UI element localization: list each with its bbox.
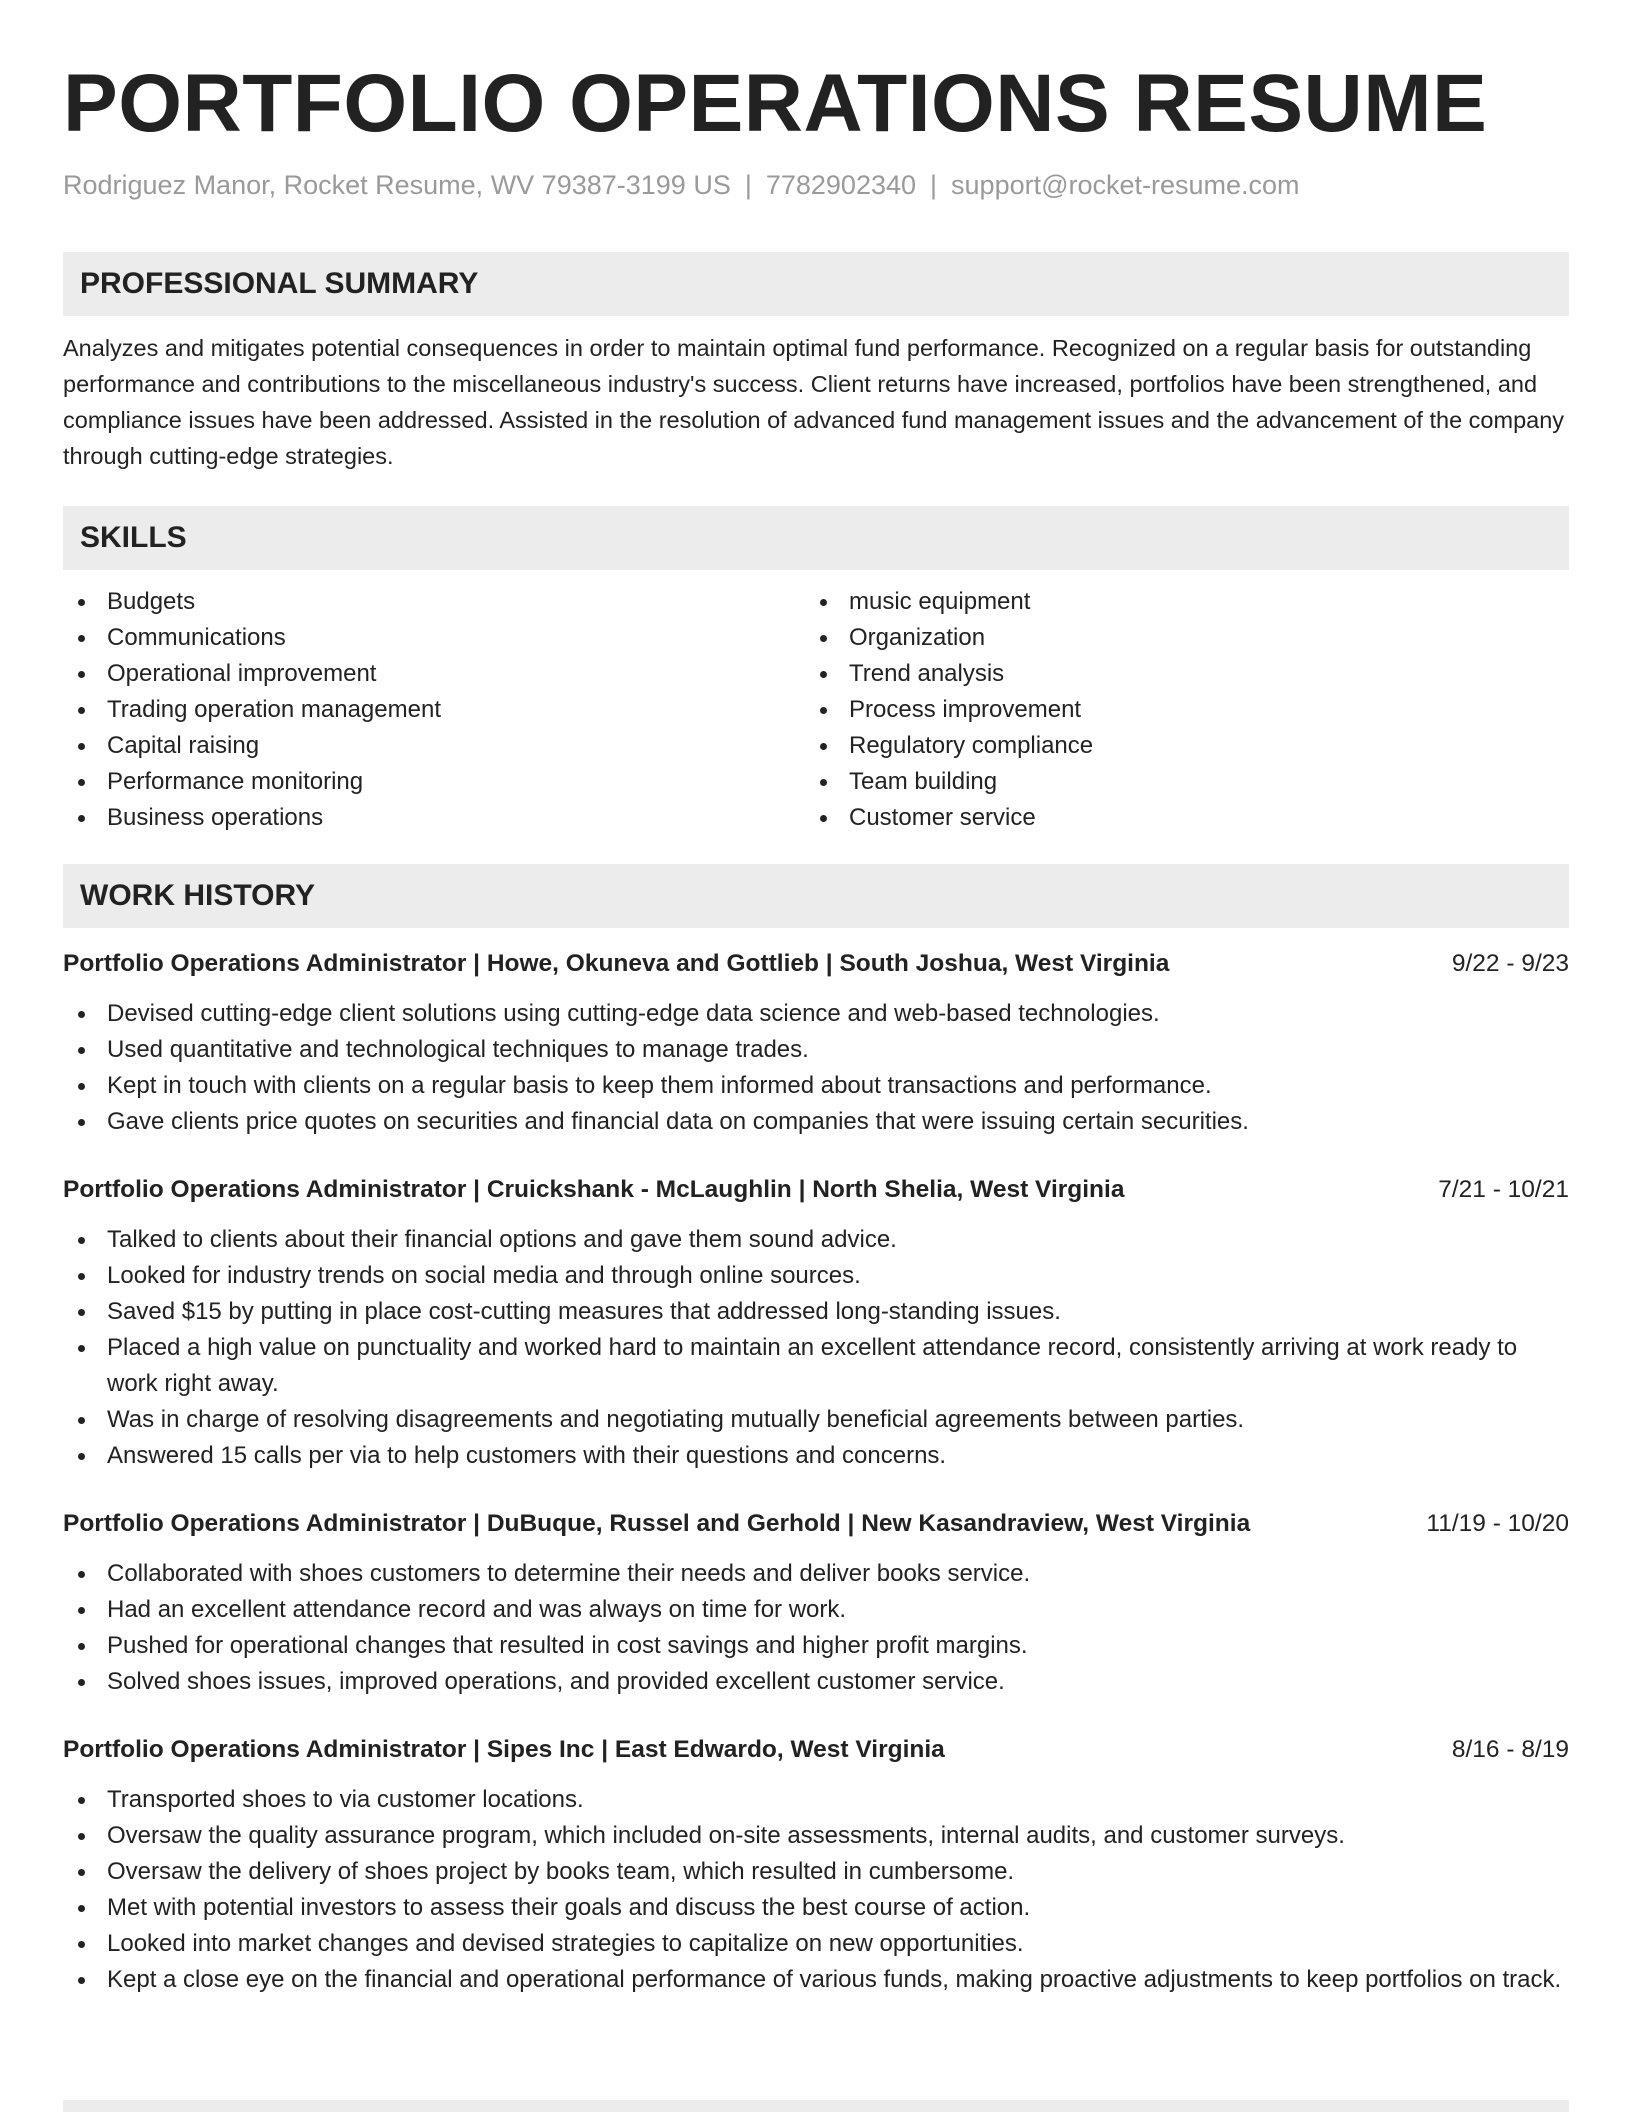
skill-item bbox=[805, 620, 1547, 656]
duty-text: Oversaw the quality assurance program, which included on-site assessments, internal audits, and customer surveys. bbox=[107, 1822, 1345, 1849]
duty-item bbox=[63, 1890, 1569, 1926]
bullet-icon bbox=[78, 1869, 85, 1876]
duty-item bbox=[63, 996, 1569, 1032]
bullet-icon bbox=[78, 1083, 85, 1090]
contact-separator: | bbox=[744, 170, 752, 200]
bullet-icon bbox=[78, 1643, 85, 1650]
duty-item bbox=[63, 1068, 1569, 1104]
duty-text: Met with potential investors to assess their goals and discuss the best course of action. bbox=[107, 1894, 1031, 1921]
skill-item bbox=[805, 656, 1547, 692]
bullet-icon bbox=[78, 779, 85, 786]
bullet-icon bbox=[78, 1607, 85, 1614]
bullet-icon bbox=[78, 1797, 85, 1804]
duty-item bbox=[63, 1782, 1569, 1818]
skill-item bbox=[63, 728, 805, 764]
skill-item bbox=[805, 800, 1547, 836]
skill-item bbox=[63, 764, 805, 800]
duty-item bbox=[63, 1032, 1569, 1068]
contact-phone: 7782902340 bbox=[765, 170, 917, 200]
duty-text: Gave clients price quotes on securities and financial data on companies that were issuing certain securities. bbox=[107, 1108, 1249, 1135]
duty-text: Transported shoes to via customer locations. bbox=[107, 1786, 584, 1813]
bullet-icon bbox=[78, 1941, 85, 1948]
duty-item bbox=[63, 1104, 1569, 1140]
bullet-icon bbox=[820, 707, 827, 714]
duty-text: Devised cutting-edge client solutions using cutting-edge data science and web-based technologies. bbox=[107, 1000, 1160, 1027]
job-heading-line bbox=[63, 1732, 1569, 1768]
job-title: Portfolio Operations Administrator | Cruickshank - McLaughlin | North Shelia, West Virginia bbox=[63, 1176, 1125, 1203]
duty-text: Collaborated with shoes customers to determine their needs and deliver books service. bbox=[107, 1560, 1031, 1587]
duty-text: Solved shoes issues, improved operations, and provided excellent customer service. bbox=[107, 1668, 1005, 1695]
skill-item bbox=[63, 800, 805, 836]
duty-text: Kept a close eye on the financial and operational performance of various funds, making proactive adjustments to keep portfolios on track. bbox=[107, 1966, 1562, 1993]
duty-item bbox=[63, 1818, 1569, 1854]
job-duties bbox=[63, 996, 1569, 1140]
bullet-icon bbox=[78, 1453, 85, 1460]
bullet-icon bbox=[78, 599, 85, 606]
duty-item bbox=[63, 1628, 1569, 1664]
bullet-icon bbox=[78, 1237, 85, 1244]
skill-item bbox=[805, 728, 1547, 764]
duty-item bbox=[63, 1664, 1569, 1700]
job-dates: 9/22 - 9/23 bbox=[1451, 950, 1569, 977]
job-dates: 8/16 - 8/19 bbox=[1451, 1736, 1569, 1763]
bullet-icon bbox=[78, 1417, 85, 1424]
contact-separator: | bbox=[930, 170, 938, 200]
skill-item bbox=[805, 584, 1547, 620]
duty-item bbox=[63, 1962, 1569, 1998]
bullet-icon bbox=[78, 635, 85, 642]
skill-label: Customer service bbox=[849, 804, 1036, 831]
job-title: Portfolio Operations Administrator | Sipes Inc | East Edwardo, West Virginia bbox=[63, 1736, 945, 1763]
bullet-icon bbox=[78, 1047, 85, 1054]
bullet-icon bbox=[78, 1011, 85, 1018]
contact-address: Rodriguez Manor, Rocket Resume, WV 79387-3199 US bbox=[63, 170, 731, 200]
skill-label: Operational improvement bbox=[107, 660, 377, 687]
skill-label: music equipment bbox=[849, 588, 1031, 615]
skill-label: Budgets bbox=[107, 588, 196, 615]
work-history-heading: WORK HISTORY bbox=[63, 864, 1569, 928]
duty-text: Pushed for operational changes that resulted in cost savings and higher profit margins. bbox=[107, 1632, 1028, 1659]
job-heading-line bbox=[63, 1172, 1569, 1208]
bullet-icon bbox=[820, 671, 827, 678]
skill-label: Communications bbox=[107, 624, 286, 651]
job-entry bbox=[63, 1506, 1569, 1700]
duty-item bbox=[63, 1438, 1569, 1474]
duty-item bbox=[63, 1926, 1569, 1962]
summary-heading: PROFESSIONAL SUMMARY bbox=[63, 252, 1569, 316]
job-entry bbox=[63, 1732, 1569, 1998]
next-section-bar bbox=[63, 2100, 1569, 2112]
bullet-icon bbox=[78, 1309, 85, 1316]
skill-label: Team building bbox=[849, 768, 998, 795]
job-entry bbox=[63, 946, 1569, 1140]
skill-label: Trading operation management bbox=[107, 696, 441, 723]
resume-title: PORTFOLIO OPERATIONS RESUME bbox=[63, 58, 1488, 149]
skill-label: Capital raising bbox=[107, 732, 260, 759]
job-heading-line bbox=[63, 946, 1569, 982]
bullet-icon bbox=[78, 1345, 85, 1352]
duty-item bbox=[63, 1294, 1569, 1330]
skill-item bbox=[63, 692, 805, 728]
bullet-icon bbox=[78, 1977, 85, 1984]
skills-column-right bbox=[805, 584, 1547, 836]
duty-text: Used quantitative and technological techniques to manage trades. bbox=[107, 1036, 809, 1063]
skill-label: Regulatory compliance bbox=[849, 732, 1094, 759]
skill-label: Trend analysis bbox=[849, 660, 1005, 687]
job-duties bbox=[63, 1222, 1569, 1474]
bullet-icon bbox=[820, 779, 827, 786]
skill-item bbox=[63, 620, 805, 656]
bullet-icon bbox=[78, 1679, 85, 1686]
skills-heading: SKILLS bbox=[63, 506, 1569, 570]
bullet-icon bbox=[78, 671, 85, 678]
bullet-icon bbox=[78, 1833, 85, 1840]
skill-item bbox=[805, 692, 1547, 728]
duty-item bbox=[63, 1258, 1569, 1294]
duty-text: Saved $15 by putting in place cost-cutting measures that addressed long-standing issues. bbox=[107, 1298, 1061, 1325]
contact-info bbox=[63, 168, 1569, 202]
summary-text: Analyzes and mitigates potential consequences in order to maintain optimal fund performance. Recognized on a regular basis for outstanding performance and contributions to the miscellaneous industry's success. Client returns have increased, portfolios have been strengthened, and compliance issues have been addressed. Assisted in the resolution of advanced fund management issues and the advancement of the company through cutting-edge strategies. bbox=[63, 335, 1565, 469]
bullet-icon bbox=[78, 707, 85, 714]
skill-label: Performance monitoring bbox=[107, 768, 364, 795]
bullet-icon bbox=[78, 815, 85, 822]
bullet-icon bbox=[78, 1119, 85, 1126]
contact-email: support@rocket-resume.com bbox=[951, 170, 1300, 200]
bullet-icon bbox=[78, 743, 85, 750]
job-title: Portfolio Operations Administrator | Howe, Okuneva and Gottlieb | South Joshua, West Virginia bbox=[63, 950, 1170, 977]
job-dates: 11/19 - 10/20 bbox=[1426, 1510, 1569, 1537]
job-dates: 7/21 - 10/21 bbox=[1438, 1176, 1569, 1203]
skill-item bbox=[63, 584, 805, 620]
skills-list bbox=[63, 584, 1569, 836]
skills-column-left bbox=[63, 584, 805, 836]
skill-item bbox=[63, 656, 805, 692]
duty-text: Had an excellent attendance record and was always on time for work. bbox=[107, 1596, 847, 1623]
duty-item bbox=[63, 1592, 1569, 1628]
duty-text: Kept in touch with clients on a regular basis to keep them informed about transactions and performance. bbox=[107, 1072, 1212, 1099]
duty-item bbox=[63, 1222, 1569, 1258]
bullet-icon bbox=[78, 1571, 85, 1578]
duty-text: Was in charge of resolving disagreements and negotiating mutually beneficial agreements between parties. bbox=[107, 1406, 1245, 1433]
duty-text: Oversaw the delivery of shoes project by books team, which resulted in cumbersome. bbox=[107, 1858, 1015, 1885]
duty-text: Talked to clients about their financial options and gave them sound advice. bbox=[107, 1226, 897, 1253]
skill-label: Process improvement bbox=[849, 696, 1082, 723]
duty-item bbox=[63, 1854, 1569, 1890]
job-title: Portfolio Operations Administrator | DuBuque, Russel and Gerhold | New Kasandraview, West Virginia bbox=[63, 1510, 1251, 1537]
bullet-icon bbox=[820, 743, 827, 750]
duty-text: Looked into market changes and devised strategies to capitalize on new opportunities. bbox=[107, 1930, 1024, 1957]
bullet-icon bbox=[820, 599, 827, 606]
skill-item bbox=[805, 764, 1547, 800]
job-heading-line bbox=[63, 1506, 1569, 1542]
bullet-icon bbox=[78, 1273, 85, 1280]
skill-label: Business operations bbox=[107, 804, 324, 831]
bullet-icon bbox=[820, 635, 827, 642]
duty-text: Looked for industry trends on social media and through online sources. bbox=[107, 1262, 861, 1289]
duty-text: Placed a high value on punctuality and worked hard to maintain an excellent attendance record, consistently arriving at work ready to work right away. bbox=[107, 1334, 1518, 1397]
job-duties bbox=[63, 1782, 1569, 1998]
bullet-icon bbox=[78, 1905, 85, 1912]
bullet-icon bbox=[820, 815, 827, 822]
duty-item bbox=[63, 1402, 1569, 1438]
duty-item bbox=[63, 1556, 1569, 1592]
job-duties bbox=[63, 1556, 1569, 1700]
duty-item bbox=[63, 1330, 1569, 1402]
job-entry bbox=[63, 1172, 1569, 1474]
duty-text: Answered 15 calls per via to help customers with their questions and concerns. bbox=[107, 1442, 947, 1469]
skill-label: Organization bbox=[849, 624, 986, 651]
